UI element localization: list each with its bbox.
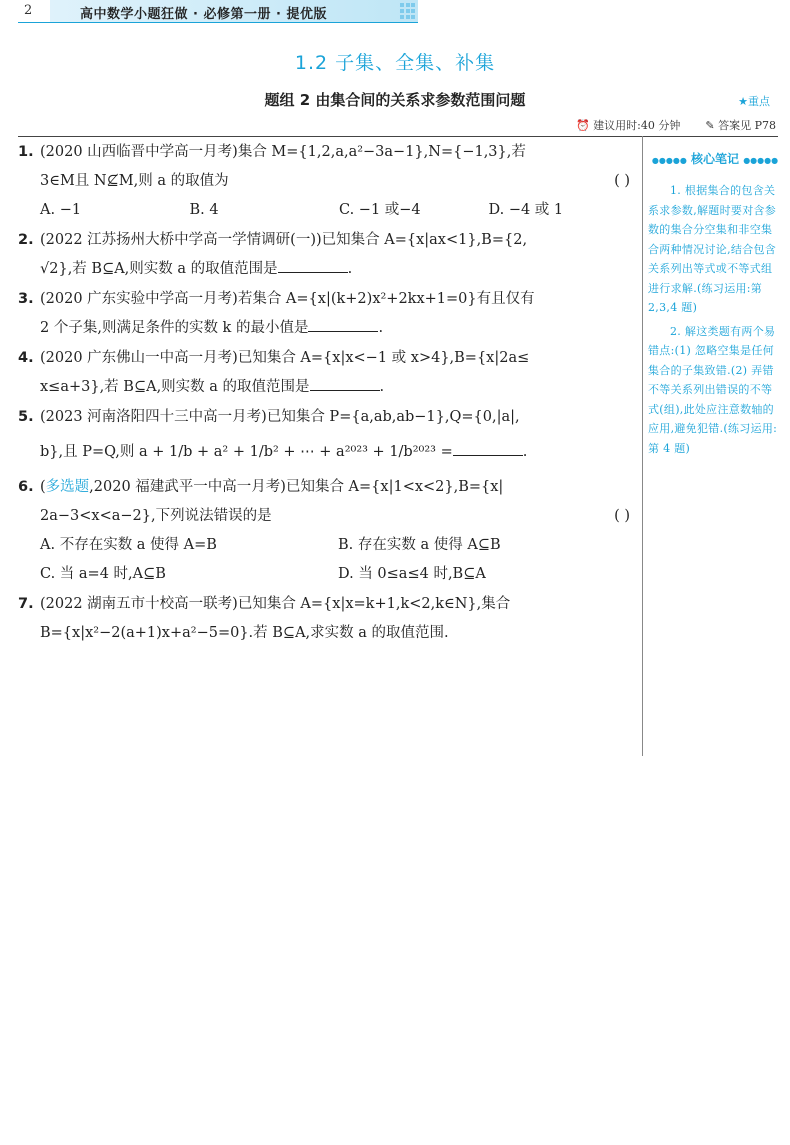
question-text: b},且 P=Q,则 a + 1/b + a² + 1/b² + ⋯ + a²⁰²³ + 1/b²⁰²³ = <box>40 444 453 460</box>
question-number: 6. <box>18 479 34 495</box>
question-text: (2020 广东佛山一中高一月考)已知集合 A={x|x<−1 或 x>4},B={x|2a≤ <box>40 350 530 366</box>
pencil-icon: ✎ <box>705 119 715 132</box>
option-d[interactable]: D. 当 0≤a≤4 时,B⊆A <box>338 566 486 582</box>
answer-reference: 答案见 P78 <box>718 119 776 132</box>
option-d[interactable]: D. −4 或 1 <box>488 202 564 218</box>
options <box>18 196 638 225</box>
question-7 <box>18 590 638 648</box>
sidebar-heading-text: 核心笔记 <box>690 152 739 166</box>
answer-blank[interactable] <box>310 376 380 391</box>
column-divider <box>642 136 643 756</box>
question-5 <box>18 403 638 472</box>
question-number: 7. <box>18 596 34 612</box>
running-header <box>18 0 418 23</box>
option-b[interactable]: B. 4 <box>189 202 219 218</box>
question-3 <box>18 285 638 343</box>
option-a[interactable]: A. −1 <box>40 202 82 218</box>
answer-blank[interactable] <box>308 317 378 332</box>
meta-line <box>576 117 776 133</box>
question-number: 3. <box>18 291 34 307</box>
multi-choice-tag: 多选题 <box>45 479 90 495</box>
end-mark: . <box>378 320 384 336</box>
question-text: 2a−3<x<a−2},下列说法错误的是 <box>40 508 272 524</box>
options-row-1 <box>18 531 638 560</box>
group-title: 题组 2 由集合间的关系求参数范围问题 <box>264 91 526 109</box>
end-mark: . <box>347 261 353 277</box>
dots-left-icon: ●●●●● <box>651 156 687 165</box>
dots-right-icon: ●●●●● <box>743 156 779 165</box>
decorative-squares <box>400 3 416 19</box>
question-text: 2 个子集,则满足条件的实数 k 的最小值是 <box>40 320 309 336</box>
question-text: √2},若 B⊆A,则实数 a 的取值范围是 <box>40 261 278 277</box>
top-rule <box>18 136 778 137</box>
key-badge: ★重点 <box>738 95 770 108</box>
book-title: 高中数学小题狂做 · 必修第一册 · 提优版 <box>80 7 327 22</box>
question-number: 2. <box>18 232 34 248</box>
section-title: 1.2 子集、全集、补集 <box>294 52 496 74</box>
question-text: ,2020 福建武平一中高一月考)已知集合 A={x|1<x<2},B={x| <box>89 479 504 495</box>
sidebar-heading <box>648 150 782 167</box>
question-6: 6. (多选题,2020 福建武平一中高一月考)已知集合 A={x|1<x<2},B={x| 2a−3<x<a−2},下列说法错误的是 ( ) A. 不存在实数 a 使得 A=B B. 存在实数 a 使得 A⊆B C. 当 a=4 时,A⊆B D. 当 0≤a≤4 时,B⊆A <box>18 473 638 589</box>
option-c[interactable]: C. −1 或−4 <box>339 202 421 218</box>
page-number: 2 <box>24 3 33 18</box>
clock-icon: ⏰ <box>575 119 590 132</box>
question-text: 3∈M且 N⊈M,则 a 的取值为 <box>40 173 229 189</box>
question-1 <box>18 138 638 225</box>
question-text: B={x|x²−2(a+1)x+a²−5=0}.若 B⊆A,求实数 a 的取值范围. <box>40 625 449 641</box>
end-mark: . <box>379 379 385 395</box>
question-number: 4. <box>18 350 34 366</box>
question-number: 5. <box>18 409 34 425</box>
question-text: (2020 山西临晋中学高一月考)集合 M={1,2,a,a²−3a−1},N={−1,3},若 <box>40 144 526 160</box>
option-b[interactable]: B. 存在实数 a 使得 A⊆B <box>338 537 501 553</box>
note-2: 2. 解这类题有两个易错点:(1) 忽略空集是任何集合的子集致错.(2) 弄错不等关系列出错误的不等式(组),此处应注意数轴的应用,避免犯错.(练习运用:第 4 题) <box>648 324 778 455</box>
question-number: 1. <box>18 144 34 160</box>
question-list <box>18 138 638 649</box>
end-mark: . <box>522 444 528 460</box>
option-a[interactable]: A. 不存在实数 a 使得 A=B <box>40 537 217 553</box>
question-text: (2022 江苏扬州大桥中学高一学情调研(一))已知集合 A={x|ax<1},B={2, <box>40 232 528 248</box>
core-notes-sidebar <box>648 150 782 458</box>
question-2 <box>18 226 638 284</box>
answer-blank[interactable] <box>278 258 348 273</box>
option-c[interactable]: C. 当 a=4 时,A⊆B <box>40 566 166 582</box>
answer-blank[interactable] <box>453 441 523 456</box>
answer-paren[interactable]: ( ) <box>614 508 630 524</box>
question-text: (2020 广东实验中学高一月考)若集合 A={x|(k+2)x²+2kx+1=0}有且仅有 <box>40 291 535 307</box>
question-text: (2023 河南洛阳四十三中高一月考)已知集合 P={a,ab,ab−1},Q={0,|a|, <box>40 409 520 425</box>
question-text: (2022 湖南五市十校高一联考)已知集合 A={x|x=k+1,k<2,k∈N},集合 <box>40 596 511 612</box>
options-row-2 <box>18 560 638 589</box>
question-4 <box>18 344 638 402</box>
question-text: x≤a+3},若 B⊆A,则实数 a 的取值范围是 <box>40 379 310 395</box>
note-1: 1. 根据集合的包含关系求参数,解题时要对含参数的集合分空集和非空集合两种情况讨论,结合包含关系列出等式或不等式组进行求解.(练习运用:第 2,3,4 题) <box>648 184 777 314</box>
suggested-time: 建议用时:40 分钟 <box>593 119 681 132</box>
answer-paren[interactable]: ( ) <box>614 173 630 189</box>
